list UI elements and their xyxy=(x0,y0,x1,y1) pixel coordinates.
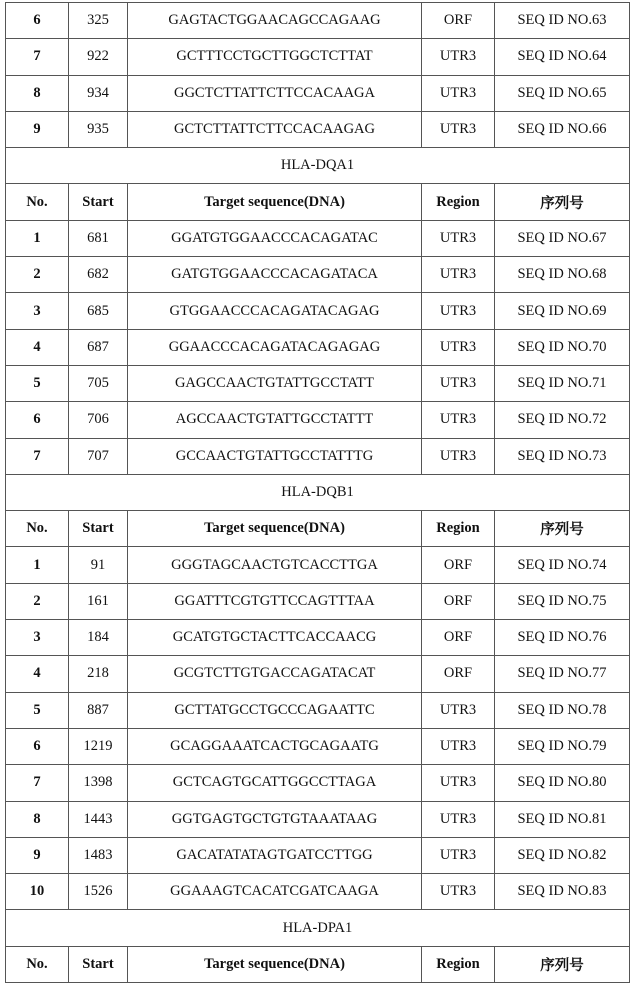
row-number: 4 xyxy=(6,656,69,692)
table-body xyxy=(6,3,630,983)
region: UTR3 xyxy=(422,75,495,111)
table-row xyxy=(6,874,630,910)
seq-id: SEQ ID NO.79 xyxy=(495,728,630,764)
start-position: 325 xyxy=(69,3,128,39)
start-position: 705 xyxy=(69,365,128,401)
seq-id: SEQ ID NO.67 xyxy=(495,220,630,256)
seq-id: SEQ ID NO.78 xyxy=(495,692,630,728)
target-sequence: GAGCCAACTGTATTGCCTATT xyxy=(128,365,422,401)
seq-id: SEQ ID NO.74 xyxy=(495,547,630,583)
row-number: 2 xyxy=(6,257,69,293)
header-seq-id: 序列号 xyxy=(495,511,630,547)
target-sequence: GGAACCCACAGATACAGAGAG xyxy=(128,329,422,365)
target-sequence: GTGGAACCCACAGATACAGAG xyxy=(128,293,422,329)
table-row xyxy=(6,438,630,474)
region: UTR3 xyxy=(422,692,495,728)
region: ORF xyxy=(422,583,495,619)
row-number: 5 xyxy=(6,365,69,401)
target-sequence: GAGTACTGGAACAGCCAGAAG xyxy=(128,3,422,39)
table-row xyxy=(6,39,630,75)
target-sequence: GGATTTCGTGTTCCAGTTTAA xyxy=(128,583,422,619)
start-position: 707 xyxy=(69,438,128,474)
start-position: 687 xyxy=(69,329,128,365)
start-position: 161 xyxy=(69,583,128,619)
table-row xyxy=(6,402,630,438)
region: UTR3 xyxy=(422,801,495,837)
header-sequence: Target sequence(DNA) xyxy=(128,511,422,547)
gene-section-row xyxy=(6,910,630,946)
row-number: 3 xyxy=(6,293,69,329)
target-sequence: GCCAACTGTATTGCCTATTTG xyxy=(128,438,422,474)
row-number: 4 xyxy=(6,329,69,365)
start-position: 91 xyxy=(69,547,128,583)
target-sequence: GCTCAGTGCATTGGCCTTAGA xyxy=(128,765,422,801)
start-position: 685 xyxy=(69,293,128,329)
gene-section-row xyxy=(6,148,630,184)
seq-id: SEQ ID NO.71 xyxy=(495,365,630,401)
header-row xyxy=(6,946,630,982)
table-row xyxy=(6,765,630,801)
table-row xyxy=(6,293,630,329)
seq-id: SEQ ID NO.66 xyxy=(495,111,630,147)
header-region: Region xyxy=(422,184,495,220)
region: UTR3 xyxy=(422,257,495,293)
target-sequence: GCTCTTATTCTTCCACAAGAG xyxy=(128,111,422,147)
row-number: 7 xyxy=(6,438,69,474)
row-number: 6 xyxy=(6,3,69,39)
table-row xyxy=(6,837,630,873)
table-row xyxy=(6,111,630,147)
region: ORF xyxy=(422,620,495,656)
header-sequence: Target sequence(DNA) xyxy=(128,184,422,220)
region: UTR3 xyxy=(422,39,495,75)
start-position: 1526 xyxy=(69,874,128,910)
header-row xyxy=(6,184,630,220)
table-row xyxy=(6,547,630,583)
seq-id: SEQ ID NO.81 xyxy=(495,801,630,837)
gene-section-row xyxy=(6,474,630,510)
start-position: 935 xyxy=(69,111,128,147)
target-sequence: GGCTCTTATTCTTCCACAAGA xyxy=(128,75,422,111)
region: UTR3 xyxy=(422,329,495,365)
seq-id: SEQ ID NO.73 xyxy=(495,438,630,474)
start-position: 922 xyxy=(69,39,128,75)
target-sequence: GGTGAGTGCTGTGTAAATAAG xyxy=(128,801,422,837)
seq-id: SEQ ID NO.70 xyxy=(495,329,630,365)
table-row xyxy=(6,365,630,401)
target-sequence: GGGTAGCAACTGTCACCTTGA xyxy=(128,547,422,583)
target-sequence: GGATGTGGAACCCACAGATAC xyxy=(128,220,422,256)
row-number: 1 xyxy=(6,547,69,583)
table-row xyxy=(6,583,630,619)
row-number: 5 xyxy=(6,692,69,728)
header-row xyxy=(6,511,630,547)
seq-id: SEQ ID NO.82 xyxy=(495,837,630,873)
gene-name: HLA-DQA1 xyxy=(6,148,630,184)
gene-name: HLA-DPA1 xyxy=(6,910,630,946)
table-row xyxy=(6,656,630,692)
target-sequence: GATGTGGAACCCACAGATACA xyxy=(128,257,422,293)
target-sequence: GCGTCTTGTGACCAGATACAT xyxy=(128,656,422,692)
header-seq-id: 序列号 xyxy=(495,946,630,982)
region: UTR3 xyxy=(422,728,495,764)
table-row xyxy=(6,257,630,293)
seq-id: SEQ ID NO.68 xyxy=(495,257,630,293)
row-number: 3 xyxy=(6,620,69,656)
row-number: 9 xyxy=(6,111,69,147)
seq-id: SEQ ID NO.72 xyxy=(495,402,630,438)
header-region: Region xyxy=(422,946,495,982)
table-row xyxy=(6,75,630,111)
table-row xyxy=(6,692,630,728)
table-row xyxy=(6,3,630,39)
table-row xyxy=(6,329,630,365)
header-sequence: Target sequence(DNA) xyxy=(128,946,422,982)
start-position: 1219 xyxy=(69,728,128,764)
region: UTR3 xyxy=(422,765,495,801)
start-position: 934 xyxy=(69,75,128,111)
target-sequence: GCAGGAAATCACTGCAGAATG xyxy=(128,728,422,764)
region: ORF xyxy=(422,547,495,583)
region: UTR3 xyxy=(422,874,495,910)
header-no: No. xyxy=(6,184,69,220)
table-row xyxy=(6,620,630,656)
target-sequence: GCATGTGCTACTTCACCAACG xyxy=(128,620,422,656)
row-number: 10 xyxy=(6,874,69,910)
start-position: 682 xyxy=(69,257,128,293)
row-number: 9 xyxy=(6,837,69,873)
table-row xyxy=(6,220,630,256)
region: UTR3 xyxy=(422,438,495,474)
row-number: 7 xyxy=(6,765,69,801)
header-start: Start xyxy=(69,184,128,220)
start-position: 1398 xyxy=(69,765,128,801)
start-position: 1443 xyxy=(69,801,128,837)
start-position: 184 xyxy=(69,620,128,656)
gene-name: HLA-DQB1 xyxy=(6,474,630,510)
row-number: 8 xyxy=(6,801,69,837)
header-no: No. xyxy=(6,511,69,547)
target-sequence: GACATATATAGTGATCCTTGG xyxy=(128,837,422,873)
seq-id: SEQ ID NO.75 xyxy=(495,583,630,619)
region: UTR3 xyxy=(422,293,495,329)
seq-id: SEQ ID NO.69 xyxy=(495,293,630,329)
table-row xyxy=(6,728,630,764)
region: UTR3 xyxy=(422,111,495,147)
seq-id: SEQ ID NO.80 xyxy=(495,765,630,801)
region: ORF xyxy=(422,3,495,39)
target-sequence: AGCCAACTGTATTGCCTATTT xyxy=(128,402,422,438)
seq-id: SEQ ID NO.76 xyxy=(495,620,630,656)
start-position: 887 xyxy=(69,692,128,728)
seq-id: SEQ ID NO.65 xyxy=(495,75,630,111)
target-sequence: GGAAAGTCACATCGATCAAGA xyxy=(128,874,422,910)
seq-id: SEQ ID NO.83 xyxy=(495,874,630,910)
row-number: 7 xyxy=(6,39,69,75)
start-position: 1483 xyxy=(69,837,128,873)
table-row xyxy=(6,801,630,837)
region: UTR3 xyxy=(422,220,495,256)
seq-id: SEQ ID NO.64 xyxy=(495,39,630,75)
header-region: Region xyxy=(422,511,495,547)
header-start: Start xyxy=(69,946,128,982)
seq-id: SEQ ID NO.77 xyxy=(495,656,630,692)
target-sequence: GCTTATGCCTGCCCAGAATTC xyxy=(128,692,422,728)
header-no: No. xyxy=(6,946,69,982)
region: UTR3 xyxy=(422,402,495,438)
seq-id: SEQ ID NO.63 xyxy=(495,3,630,39)
target-sequence: GCTTTCCTGCTTGGCTCTTAT xyxy=(128,39,422,75)
start-position: 706 xyxy=(69,402,128,438)
row-number: 6 xyxy=(6,728,69,764)
header-seq-id: 序列号 xyxy=(495,184,630,220)
region: UTR3 xyxy=(422,365,495,401)
row-number: 1 xyxy=(6,220,69,256)
header-start: Start xyxy=(69,511,128,547)
sequence-table xyxy=(5,2,630,983)
row-number: 2 xyxy=(6,583,69,619)
start-position: 681 xyxy=(69,220,128,256)
row-number: 8 xyxy=(6,75,69,111)
row-number: 6 xyxy=(6,402,69,438)
start-position: 218 xyxy=(69,656,128,692)
region: UTR3 xyxy=(422,837,495,873)
region: ORF xyxy=(422,656,495,692)
